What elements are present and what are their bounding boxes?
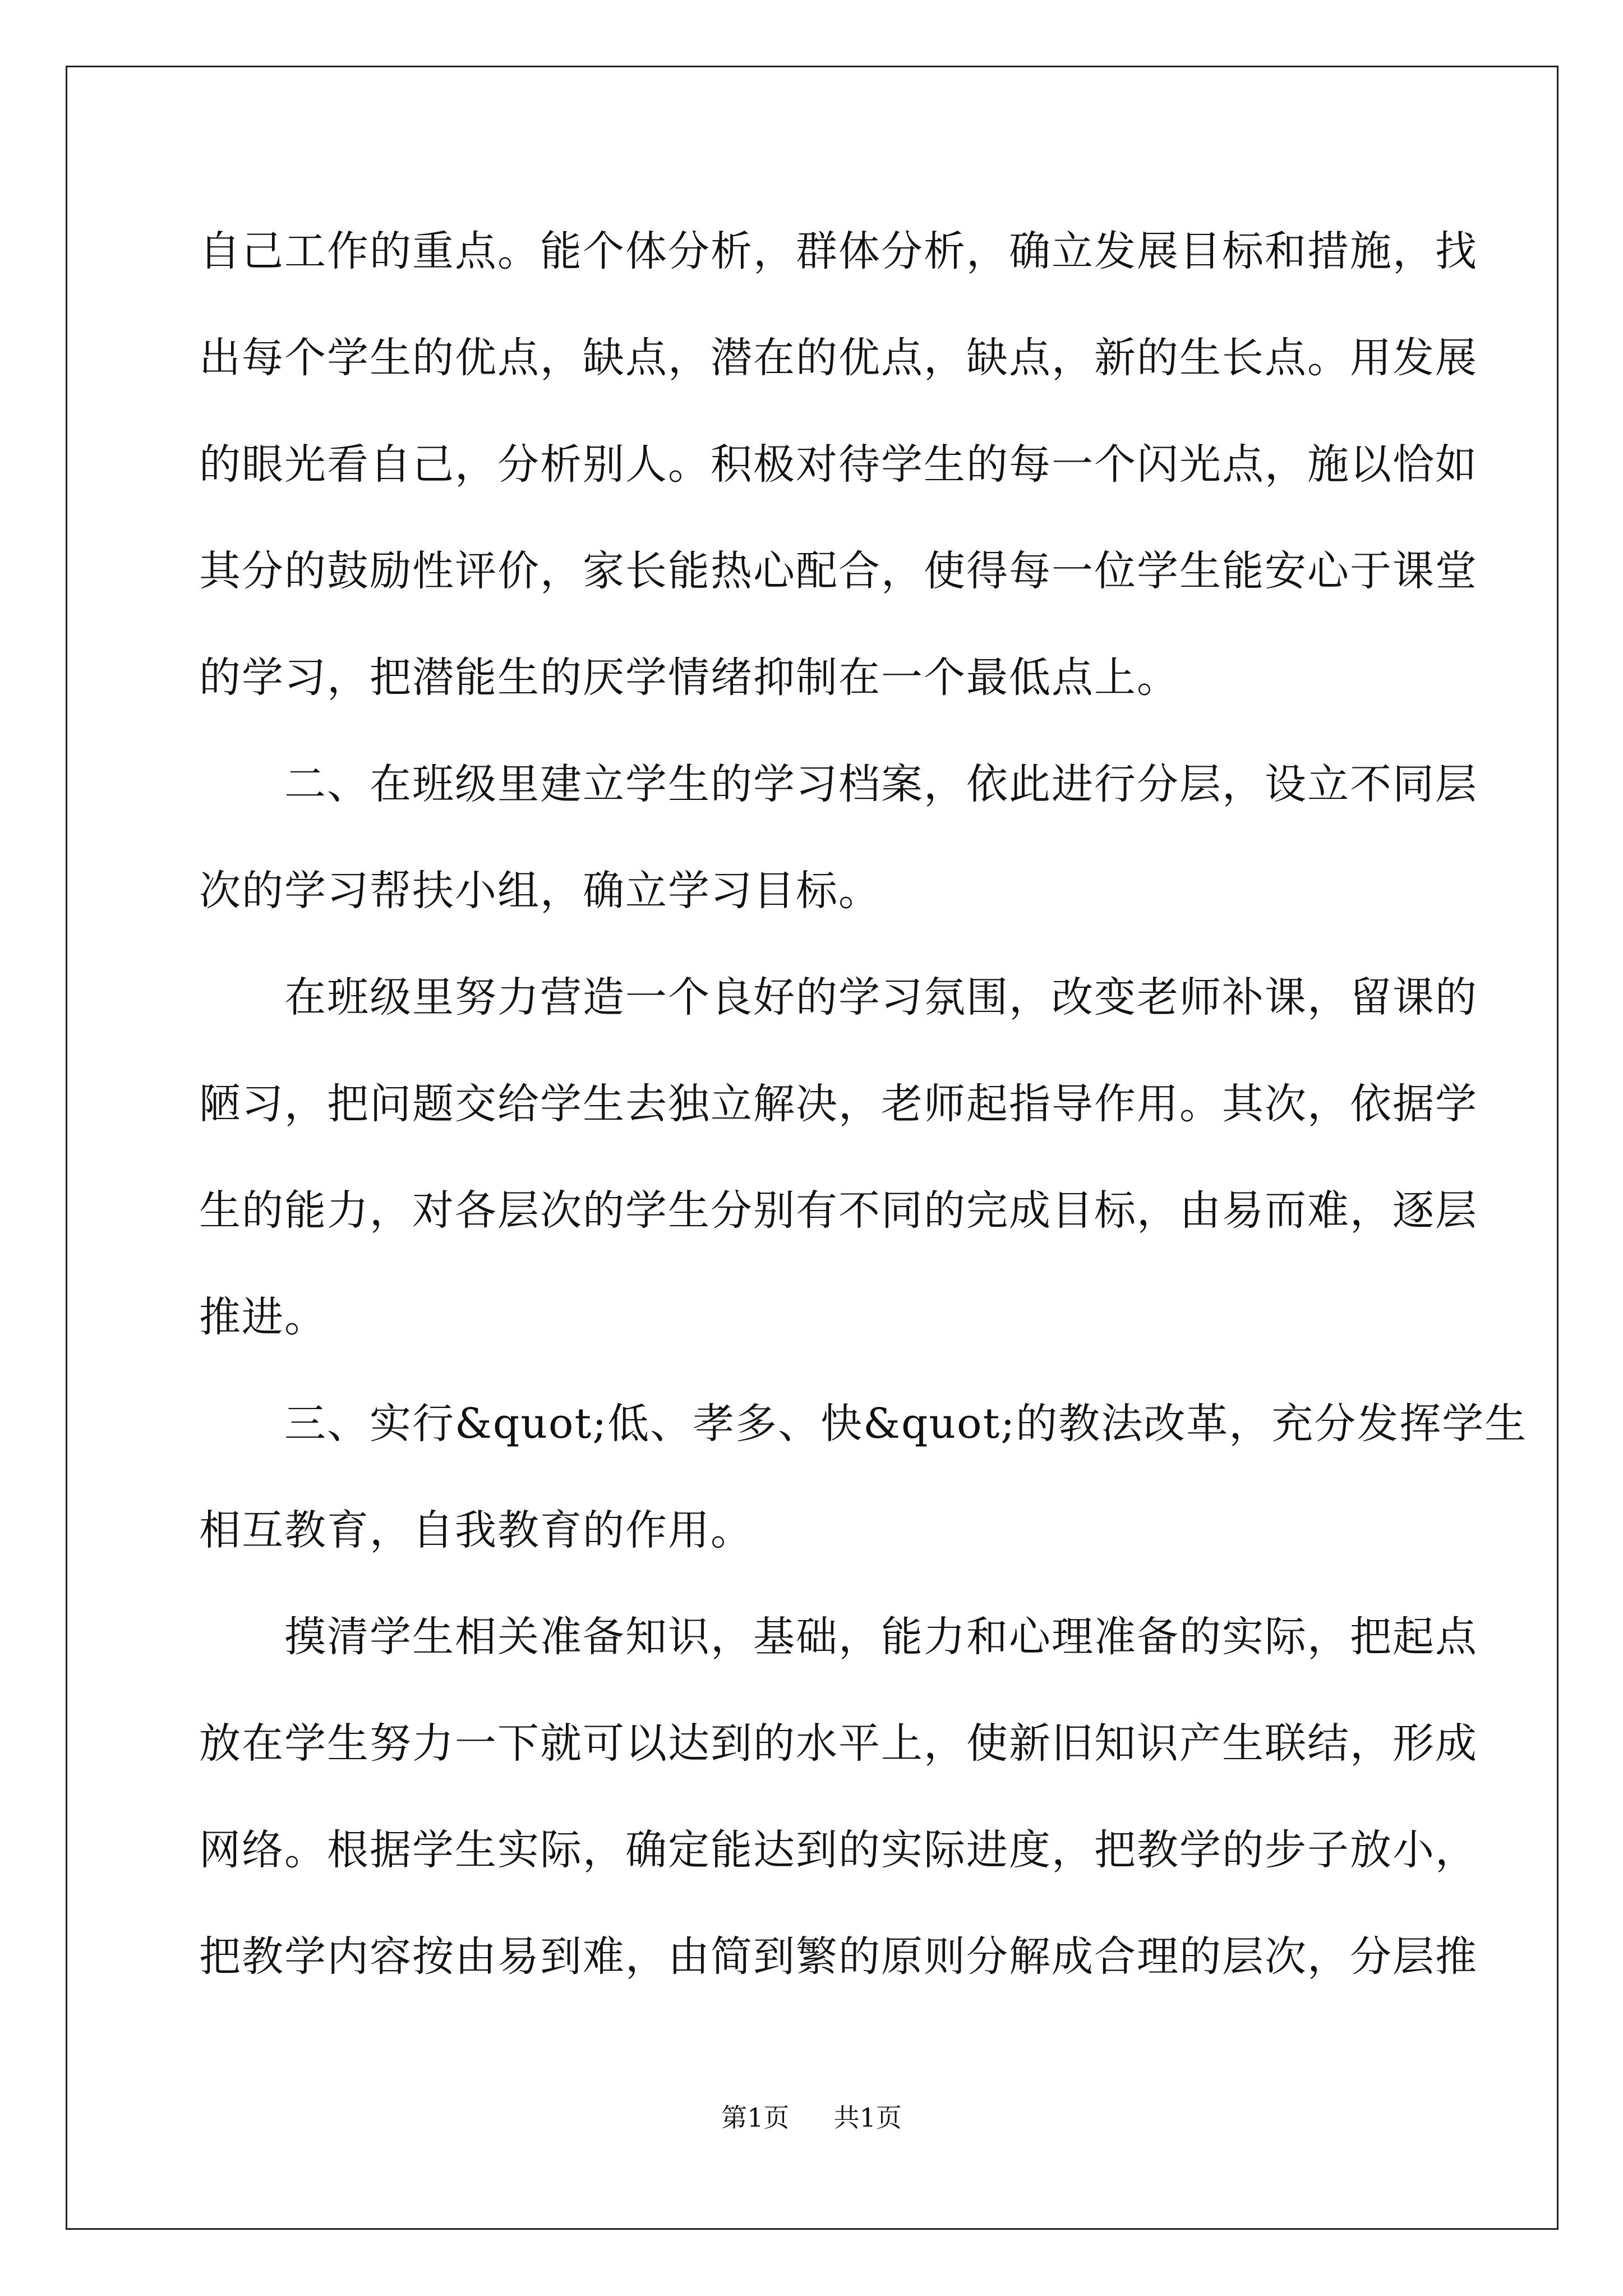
text-line-12: 三、实行&quot;低、孝多、快&quot;的教法改革，充分发挥学生 — [199, 1400, 1528, 1448]
text-line-14: 摸清学生相关准备知识，基础，能力和心理准备的实际，把起点 — [199, 1613, 1478, 1661]
text-line-2: 出每个学生的优点，缺点，潜在的优点，缺点，新的生长点。用发展 — [199, 334, 1478, 382]
text-line-5: 的学习，把潜能生的厌学情绪抑制在一个最低点上。 — [199, 654, 1179, 702]
text-line-8: 在班级里努力营造一个良好的学习氛围，改变老师补课，留课的 — [199, 973, 1478, 1022]
text-line-4: 其分的鼓励性评价，家长能热心配合，使得每一位学生能安心于课堂 — [199, 547, 1478, 595]
text-line-6: 二、在班级里建立学生的学习档案，依此进行分层，设立不同层 — [199, 760, 1478, 808]
text-line-9: 陋习，把问题交给学生去独立解决，老师起指导作用。其次，依据学 — [199, 1080, 1478, 1128]
page-border — [66, 66, 1559, 2230]
text-line-3: 的眼光看自己，分析别人。积极对待学生的每一个闪光点，施以恰如 — [199, 440, 1478, 489]
page-number: 第1页 — [721, 2102, 790, 2133]
text-line-13: 相互教育，自我教育的作用。 — [199, 1506, 753, 1554]
page-total: 共1页 — [833, 2102, 902, 2133]
text-line-11: 推进。 — [199, 1293, 327, 1341]
text-line-16: 网络。根据学生实际，确定能达到的实际进度，把教学的步子放小， — [199, 1826, 1478, 1874]
page-footer — [0, 2101, 1623, 2134]
text-line-1: 自己工作的重点。能个体分析，群体分析，确立发展目标和措施，找 — [199, 227, 1478, 275]
text-line-15: 放在学生努力一下就可以达到的水平上，使新旧知识产生联结，形成 — [199, 1719, 1478, 1768]
text-line-17: 把教学内容按由易到难，由简到繁的原则分解成合理的层次，分层推 — [199, 1932, 1478, 1981]
text-line-7: 次的学习帮扶小组，确立学习目标。 — [199, 867, 881, 915]
text-line-10: 生的能力，对各层次的学生分别有不同的完成目标，由易而难，逐层 — [199, 1186, 1478, 1235]
